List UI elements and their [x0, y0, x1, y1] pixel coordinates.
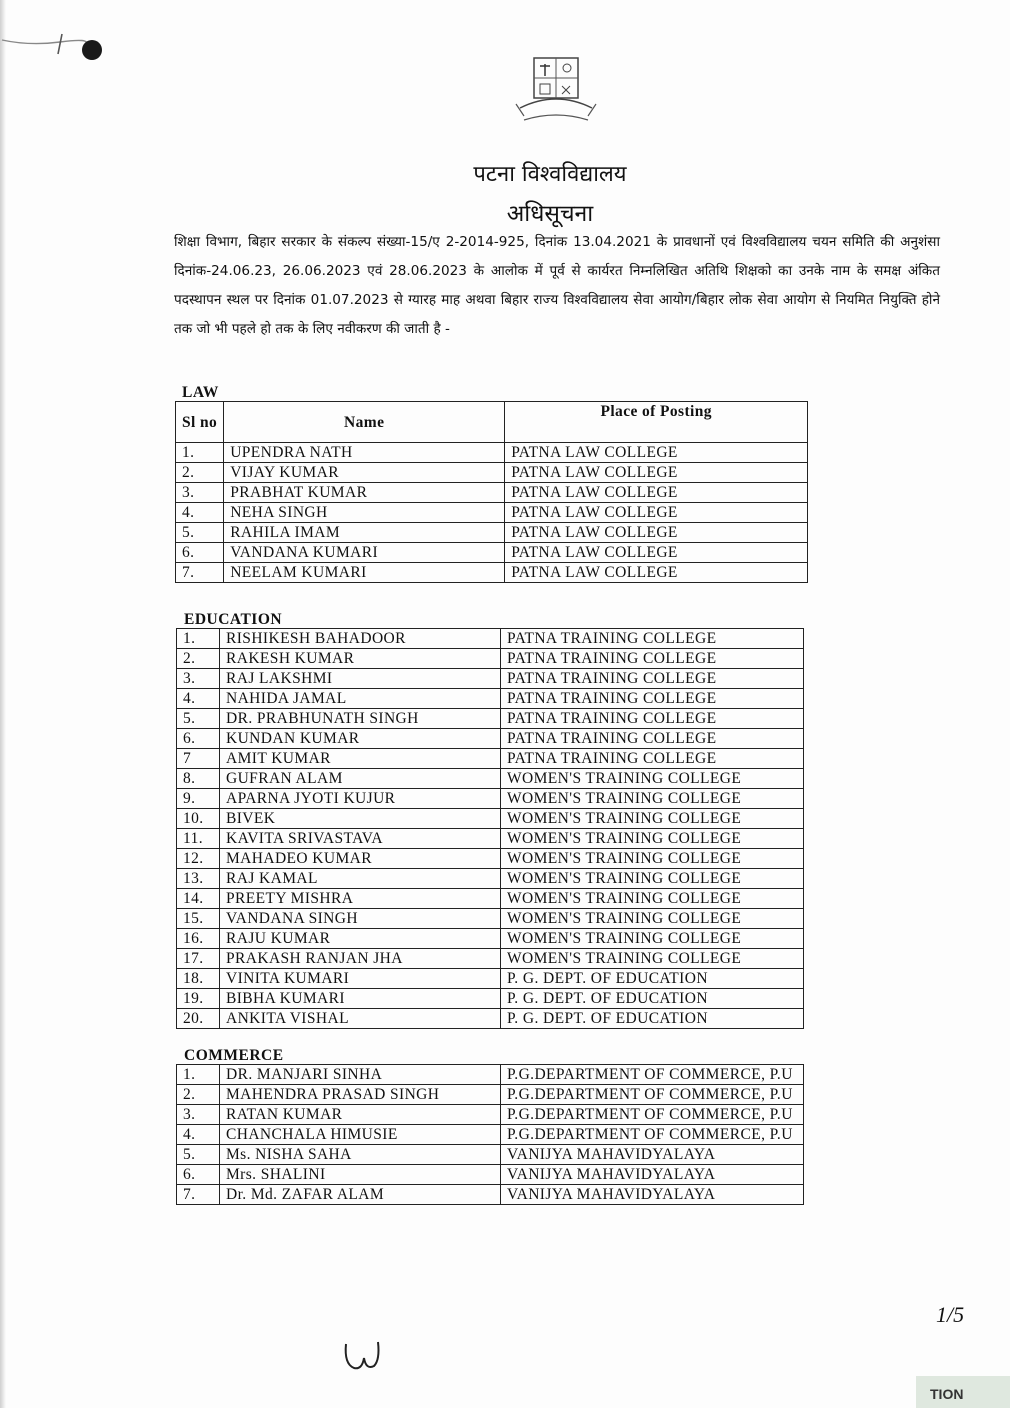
table-row	[177, 1145, 804, 1165]
name-cell: Dr. Md. ZAFAR ALAM	[220, 1185, 501, 1205]
sl-cell: 1.	[177, 1065, 220, 1085]
sl-cell: 4.	[176, 503, 224, 523]
table-row	[177, 989, 804, 1009]
table-row	[177, 829, 804, 849]
sl-cell: 17.	[177, 949, 220, 969]
place-cell: WOMEN'S TRAINING COLLEGE	[501, 849, 804, 869]
place-cell: WOMEN'S TRAINING COLLEGE	[501, 769, 804, 789]
table-row	[177, 1125, 804, 1145]
place-cell: PATNA LAW COLLEGE	[505, 443, 808, 463]
name-cell: NEHA SINGH	[224, 503, 505, 523]
sl-cell: 16.	[177, 929, 220, 949]
table-row	[176, 463, 808, 483]
table-row	[177, 769, 804, 789]
place-cell: PATNA TRAINING COLLEGE	[501, 729, 804, 749]
sl-cell: 12.	[177, 849, 220, 869]
header-name: Name	[224, 402, 505, 443]
page-number: 1/5	[936, 1302, 965, 1327]
sl-cell: 2.	[177, 1085, 220, 1105]
name-cell: Mrs. SHALINI	[220, 1165, 501, 1185]
header-place-of-posting: Place of Posting	[505, 402, 808, 443]
table-row	[176, 503, 808, 523]
handwritten-mark-icon	[340, 1334, 384, 1380]
place-cell: WOMEN'S TRAINING COLLEGE	[501, 909, 804, 929]
table-row	[177, 889, 804, 909]
sl-cell: 7.	[176, 563, 224, 583]
table-row	[177, 849, 804, 869]
table-row	[177, 929, 804, 949]
sl-cell: 2.	[176, 463, 224, 483]
sl-cell: 6.	[177, 1165, 220, 1185]
place-cell: PATNA TRAINING COLLEGE	[501, 689, 804, 709]
place-cell: WOMEN'S TRAINING COLLEGE	[501, 929, 804, 949]
sl-cell: 6.	[176, 543, 224, 563]
place-cell: WOMEN'S TRAINING COLLEGE	[501, 829, 804, 849]
sl-cell: 3.	[176, 483, 224, 503]
header-sl-no: Sl no	[176, 402, 224, 443]
sl-cell: 4.	[177, 1125, 220, 1145]
table-row	[177, 1165, 804, 1185]
table-row	[177, 909, 804, 929]
sl-cell: 15.	[177, 909, 220, 929]
sl-cell: 2.	[177, 649, 220, 669]
name-cell: GUFRAN ALAM	[220, 769, 501, 789]
table-row	[177, 709, 804, 729]
name-cell: VANDANA KUMARI	[224, 543, 505, 563]
table-row	[176, 543, 808, 563]
name-cell: AMIT KUMAR	[220, 749, 501, 769]
place-cell: P.G.DEPARTMENT OF COMMERCE, P.U	[501, 1065, 804, 1085]
sl-cell: 14.	[177, 889, 220, 909]
sl-cell: 4.	[177, 689, 220, 709]
sl-cell: 20.	[177, 1009, 220, 1029]
sl-cell: 7	[177, 749, 220, 769]
name-cell: DR. PRABHUNATH SINGH	[220, 709, 501, 729]
table-row	[177, 1185, 804, 1205]
place-cell: PATNA TRAINING COLLEGE	[501, 749, 804, 769]
place-cell: WOMEN'S TRAINING COLLEGE	[501, 889, 804, 909]
table-row	[176, 483, 808, 503]
table-row	[177, 689, 804, 709]
table-row	[177, 1085, 804, 1105]
stamp-fragment-text: TION	[930, 1386, 964, 1402]
name-cell: VIJAY KUMAR	[224, 463, 505, 483]
name-cell: MAHENDRA PRASAD SINGH	[220, 1085, 501, 1105]
name-cell: RISHIKESH BAHADOOR	[220, 629, 501, 649]
name-cell: VINITA KUMARI	[220, 969, 501, 989]
table-row	[177, 869, 804, 889]
place-cell: WOMEN'S TRAINING COLLEGE	[501, 789, 804, 809]
place-cell: PATNA TRAINING COLLEGE	[501, 649, 804, 669]
name-cell: PRAKASH RANJAN JHA	[220, 949, 501, 969]
sl-cell: 5.	[177, 709, 220, 729]
name-cell: Ms. NISHA SAHA	[220, 1145, 501, 1165]
name-cell: NAHIDA JAMAL	[220, 689, 501, 709]
place-cell: WOMEN'S TRAINING COLLEGE	[501, 869, 804, 889]
place-cell: PATNA TRAINING COLLEGE	[501, 709, 804, 729]
place-cell: P. G. DEPT. OF EDUCATION	[501, 989, 804, 1009]
sl-cell: 3.	[177, 669, 220, 689]
name-cell: RAKESH KUMAR	[220, 649, 501, 669]
place-cell: P. G. DEPT. OF EDUCATION	[501, 1009, 804, 1029]
sl-cell: 6.	[177, 729, 220, 749]
name-cell: KUNDAN KUMAR	[220, 729, 501, 749]
name-cell: RAJ KAMAL	[220, 869, 501, 889]
name-cell: BIVEK	[220, 809, 501, 829]
place-cell: P.G.DEPARTMENT OF COMMERCE, P.U	[501, 1085, 804, 1105]
table-row	[176, 563, 808, 583]
name-cell: APARNA JYOTI KUJUR	[220, 789, 501, 809]
university-name: पटना विश्वविद्यालय	[473, 162, 627, 187]
commerce-table	[176, 1064, 804, 1205]
place-cell: PATNA TRAINING COLLEGE	[501, 629, 804, 649]
name-cell: PREETY MISHRA	[220, 889, 501, 909]
place-cell: PATNA TRAINING COLLEGE	[501, 669, 804, 689]
place-cell: VANIJYA MAHAVIDYALAYA	[501, 1185, 804, 1205]
education-table	[176, 628, 804, 1029]
place-cell: WOMEN'S TRAINING COLLEGE	[501, 949, 804, 969]
table-row	[177, 809, 804, 829]
name-cell: KAVITA SRIVASTAVA	[220, 829, 501, 849]
notification-heading: अधिसूचना	[506, 201, 594, 227]
place-cell: VANIJYA MAHAVIDYALAYA	[501, 1165, 804, 1185]
sl-cell: 9.	[177, 789, 220, 809]
sl-cell: 1.	[177, 629, 220, 649]
sl-cell: 1.	[176, 443, 224, 463]
place-cell: PATNA LAW COLLEGE	[505, 483, 808, 503]
place-cell: PATNA LAW COLLEGE	[505, 543, 808, 563]
name-cell: RAJ LAKSHMI	[220, 669, 501, 689]
table-row	[176, 523, 808, 543]
sl-cell: 8.	[177, 769, 220, 789]
punch-hole	[82, 40, 102, 60]
pen-scratch-mark	[0, 32, 90, 56]
name-cell: RAHILA IMAM	[224, 523, 505, 543]
university-emblem-icon	[514, 56, 598, 132]
table-row	[177, 729, 804, 749]
handwritten-mark	[340, 1334, 384, 1380]
place-cell: P.G.DEPARTMENT OF COMMERCE, P.U	[501, 1125, 804, 1145]
name-cell: RAJU KUMAR	[220, 929, 501, 949]
sl-cell: 10.	[177, 809, 220, 829]
name-cell: PRABHAT KUMAR	[224, 483, 505, 503]
table-row	[177, 629, 804, 649]
sl-cell: 5.	[176, 523, 224, 543]
name-cell: RATAN KUMAR	[220, 1105, 501, 1125]
table-row	[177, 1009, 804, 1029]
place-cell: WOMEN'S TRAINING COLLEGE	[501, 809, 804, 829]
name-cell: UPENDRA NATH	[224, 443, 505, 463]
table-row	[177, 1065, 804, 1085]
place-cell: P.G.DEPARTMENT OF COMMERCE, P.U	[501, 1105, 804, 1125]
table-row	[177, 669, 804, 689]
place-cell: VANIJYA MAHAVIDYALAYA	[501, 1145, 804, 1165]
table-row	[177, 1105, 804, 1125]
table-row	[177, 949, 804, 969]
sl-cell: 3.	[177, 1105, 220, 1125]
place-cell: P. G. DEPT. OF EDUCATION	[501, 969, 804, 989]
table-row	[177, 969, 804, 989]
name-cell: MAHADEO KUMAR	[220, 849, 501, 869]
notification-paragraph: शिक्षा विभाग, बिहार सरकार के संकल्प संख्या-15/ए 2-2014-925, दिनांक 13.04.2021 के प्रावधानों एवं विश्वविद्यालय चयन समिति की अनुशंसा दिनांक-24.06.23, 26.06.2023 एवं 28.06.2023 के आलोक में पूर्व से कार्यरत निम्नलिखित अतिथि शिक्षको का उनके नाम के समक्ष अंकित पदस्थापन स्थल पर दिनांक 01.07.2023 से ग्यारह माह अथवा बिहार राज्य विश्वविद्यालय सेवा आयोग/बिहार लोक सेवा आयोग से नियमित नियुक्ति होने तक जो भी पहले हो तक के लिए नवीकरण की जाती है -	[174, 234, 940, 337]
sl-cell: 11.	[177, 829, 220, 849]
sl-cell: 5.	[177, 1145, 220, 1165]
table-row	[176, 443, 808, 463]
table-row	[177, 649, 804, 669]
table-row	[177, 789, 804, 809]
sl-cell: 7.	[177, 1185, 220, 1205]
sl-cell: 19.	[177, 989, 220, 1009]
place-cell: PATNA LAW COLLEGE	[505, 503, 808, 523]
name-cell: DR. MANJARI SINHA	[220, 1065, 501, 1085]
place-cell: PATNA LAW COLLEGE	[505, 563, 808, 583]
section-label-law: LAW	[182, 384, 219, 401]
name-cell: VANDANA SINGH	[220, 909, 501, 929]
section-label-education: EDUCATION	[184, 611, 283, 628]
place-cell: PATNA LAW COLLEGE	[505, 463, 808, 483]
table-header-row	[176, 402, 808, 443]
sl-cell: 18.	[177, 969, 220, 989]
name-cell: CHANCHALA HIMUSIE	[220, 1125, 501, 1145]
name-cell: ANKITA VISHAL	[220, 1009, 501, 1029]
law-table	[175, 401, 808, 583]
section-label-commerce: COMMERCE	[184, 1047, 284, 1064]
sl-cell: 13.	[177, 869, 220, 889]
name-cell: BIBHA KUMARI	[220, 989, 501, 1009]
table-row	[177, 749, 804, 769]
place-cell: PATNA LAW COLLEGE	[505, 523, 808, 543]
name-cell: NEELAM KUMARI	[224, 563, 505, 583]
